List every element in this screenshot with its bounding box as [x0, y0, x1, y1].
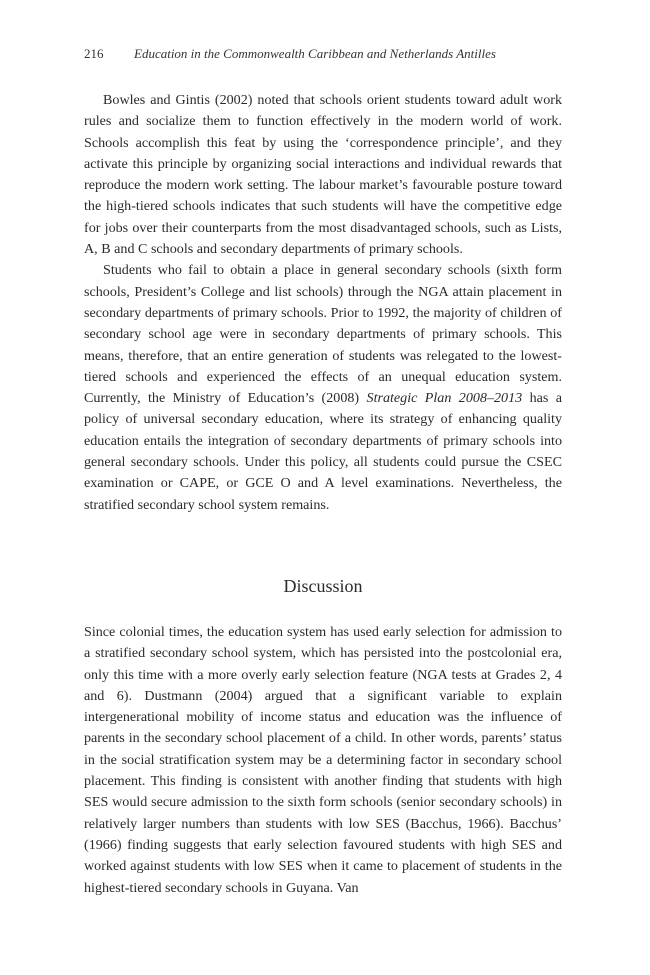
- paragraph-bowles-gintis: Bowles and Gintis (2002) noted that schools orient students toward adult work rules and socialize them to function effectively in the modern world of work. Schools accomplish this feat by using the ‘correspondence principle’, and they activate this principle by organizing social interactions and individual rewards that reproduce the modern work setting. The labour market’s favourable posture toward the high-tiered schools indicates that such students will have the competitive edge for jobs over their counterparts from the most disadvantaged schools, such as Lists, A, B and C schools and secondary departments of primary schools.: [84, 92, 562, 258]
- body-text-upper: [84, 90, 562, 516]
- paragraph-discussion: Since colonial times, the education system has used early selection for admission to a stratified secondary school system, which has persisted into the postcolonial era, only this time with a more overly early selection feature (NGA tests at Grades 2, 4 and 6). Dustmann (2004) argued that a significant variable to explain intergenerational mobility of income status and education was the influence of parents in the secondary school placement of a child. In other words, parents’ status in the social stratification system may be a determining factor in secondary school placement. This finding is consistent with another finding that students with high SES would secure admission to the sixth form schools (senior secondary schools) in relatively larger numbers than students with low SES (Bacchus, 1966). Bacchus’ (1966) finding suggests that early selection favoured students with high SES and worked against students with low SES when it came to placement of students in the highest-tiered secondary schools in Guyana. Van: [84, 624, 562, 896]
- section-heading: Discussion: [283, 576, 363, 596]
- paragraph-text: Students who fail to obtain a place in general secondary schools (sixth form schools, President’s College and list schools) through the NGA attain placement in secondary departments of primary schools. Prior to 1992, the majority of children of secondary school age were in secondary departments of primary schools. This means, therefore, that an entire generation of students was relegated to the lowest-tiered schools and experienced the effects of an unequal education system. Currently, the Ministry of Education’s (2008): [84, 262, 562, 407]
- body-text-lower: [84, 622, 562, 899]
- page-number: 216: [84, 46, 104, 61]
- paragraph-text: has a policy of universal secondary education, where its strategy of enhancing quality education entails the integration of secondary departments of primary schools into general secondary schools. Under this policy, all students could pursue the CSEC examination or CAPE, or GCE O and A level examinations. Nevertheless, the stratified secondary school system remains.: [84, 390, 562, 513]
- paragraph-students-fail: [84, 260, 562, 516]
- running-head: [84, 46, 564, 62]
- running-title: Education in the Commonwealth Caribbean and Netherlands Antilles: [134, 46, 496, 61]
- strategic-plan-title: Strategic Plan 2008–2013: [366, 390, 523, 407]
